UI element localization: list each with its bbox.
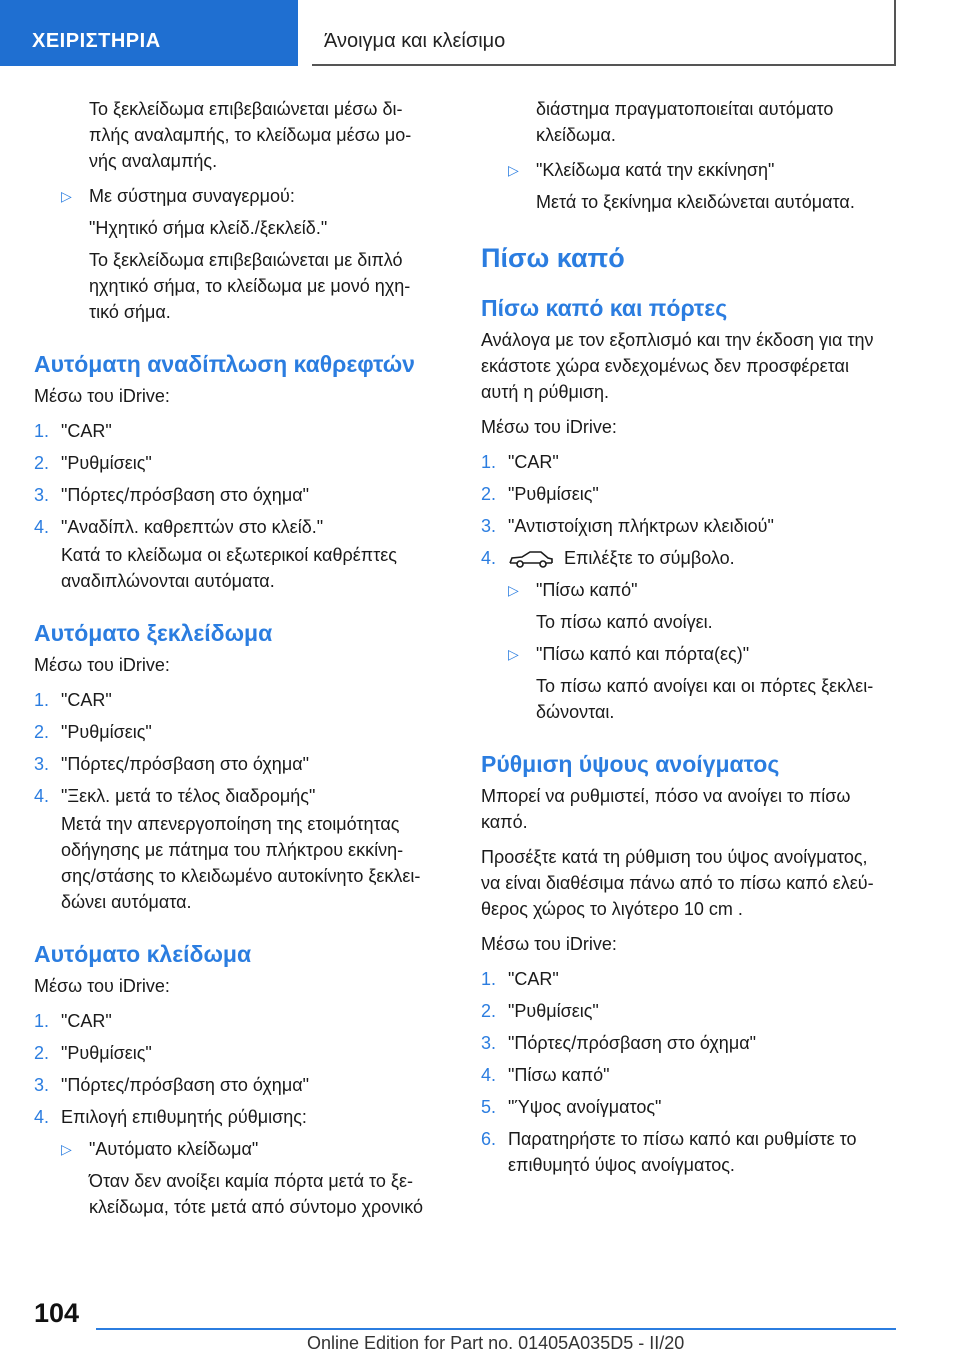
header-title-box (312, 0, 896, 66)
continued-text (481, 96, 911, 148)
text-line: Ανάλογα με τον εξοπλισμό και την έκδοση για την (481, 330, 874, 350)
option-text: "Πίσω καπό" (536, 580, 638, 600)
step-number: 2. (481, 1001, 497, 1021)
unlock-description (34, 811, 464, 915)
text-line: Παρατηρήστε το πίσω καπό και ρυθμίστε το (508, 1129, 857, 1149)
option-description: Μετά το ξεκίνημα κλειδώνεται αυτόματα. (536, 192, 855, 212)
text-line: δώνει αυτόματα. (61, 892, 192, 912)
text-line: δώνονται. (536, 702, 615, 722)
text-line: κλείδωμα. (536, 125, 616, 145)
text-line: Κατά το κλείδωμα οι εξωτερικοί καθρέπτες (61, 545, 397, 565)
step-number: 3. (34, 754, 50, 774)
step-number: 2. (34, 722, 50, 742)
text-line: σης/στάσης το κλειδωμένο αυτοκίνητο ξεκλει- (61, 866, 421, 886)
text-line: Το ξεκλείδωμα επιβεβαιώνεται με διπλό (89, 250, 403, 270)
list-item (481, 1062, 911, 1088)
page-number: 104 (34, 1298, 80, 1328)
list-item (34, 482, 464, 508)
text-line: θερος χώρος το λιγότερο 10 cm . (481, 899, 743, 919)
list-item (34, 1104, 464, 1130)
text-line: Το πίσω καπό ανοίγει και οι πόρτες ξεκλει- (536, 676, 874, 696)
option-description: Το πίσω καπό ανοίγει. (536, 612, 713, 632)
step-text: Επιλογή επιθυμητής ρύθμισης: (61, 1107, 307, 1127)
step-number: 4. (481, 1065, 497, 1085)
chapter-heading-tailgate: Πίσω καπό (481, 243, 625, 273)
step-text: "Αντιστοίχιση πλήκτρων κλειδιού" (508, 516, 774, 536)
option-text: "Πίσω καπό και πόρτα(ες)" (536, 644, 750, 664)
intro-paragraph (34, 96, 464, 174)
list-item (34, 719, 464, 745)
mirror-description (34, 542, 464, 594)
step-text: "CAR" (61, 1011, 112, 1031)
car-icon (508, 550, 554, 568)
footer-divider (96, 1328, 896, 1330)
step-number: 3. (481, 1033, 497, 1053)
height-paragraph-2 (481, 844, 911, 922)
step-text: "Ρυθμίσεις" (61, 1043, 152, 1063)
via-idrive: Μέσω του iDrive: (34, 976, 170, 996)
list-item (481, 449, 911, 475)
list-item (481, 1094, 911, 1120)
step-number: 2. (34, 1043, 50, 1063)
step-text: "Ρυθμίσεις" (508, 1001, 599, 1021)
step-text: "Πόρτες/πρόσβαση στο όχημα" (508, 1033, 756, 1053)
step-text: "CAR" (61, 690, 112, 710)
step-number: 6. (481, 1129, 497, 1149)
text-line: κλείδωμα, τότε μετά από σύντομο χρονικό (89, 1197, 424, 1217)
text-line: διάστημα πραγματοποιείται αυτόματο (536, 99, 834, 119)
step-text: "Ύψος ανοίγματος" (508, 1097, 662, 1117)
bullet-text: Με σύστημα συναγερμού: (89, 186, 295, 206)
section-heading-lock: Αυτόματο κλείδωμα (34, 941, 252, 967)
alarm-menu-item: "Ηχητικό σήμα κλείδ./ξεκλείδ." (89, 218, 328, 238)
step-text: "CAR" (508, 452, 559, 472)
list-item (481, 998, 911, 1024)
list-item (34, 783, 464, 809)
step-number: 2. (481, 484, 497, 504)
option-bullet (481, 157, 911, 183)
via-idrive: Μέσω του iDrive: (481, 417, 617, 437)
bullet-triangle-icon: ▷ (61, 188, 72, 204)
text-line: πλής αναλαμπής, το κλείδωμα μέσω μο- (89, 125, 412, 145)
text-line: Μπορεί να ρυθμιστεί, πόσο να ανοίγει το πίσω (481, 786, 851, 806)
header-section-label: ΧΕΙΡΙΣΤΗΡΙΑ (32, 30, 161, 52)
bullet-triangle-icon: ▷ (61, 1141, 72, 1157)
section-heading-unlock: Αυτόματο ξεκλείδωμα (34, 620, 273, 646)
option-description (481, 673, 911, 725)
step-number: 1. (34, 1011, 50, 1031)
list-item (481, 545, 911, 571)
option-bullet (481, 641, 911, 667)
step-number: 1. (34, 690, 50, 710)
list-item (34, 751, 464, 777)
step-text: "Ξεκλ. μετά το τέλος διαδρομής" (61, 786, 316, 806)
text-line: να είναι διαθέσιμα πάνω από το πίσω καπό ελεύ- (481, 873, 874, 893)
list-item (481, 966, 911, 992)
text-line: Το ξεκλείδωμα επιβεβαιώνεται μέσω δι- (89, 99, 403, 119)
text-line: αναδιπλώνονται αυτόματα. (61, 571, 275, 591)
section-heading-tailgate-doors: Πίσω καπό και πόρτες (481, 295, 728, 321)
step-text-block (481, 1126, 911, 1178)
step-number: 3. (34, 485, 50, 505)
right-column (481, 96, 911, 1184)
step-text: "Ρυθμίσεις" (61, 453, 152, 473)
step-text-with-icon (481, 545, 911, 571)
list-item (34, 418, 464, 444)
bullet-triangle-icon: ▷ (508, 582, 519, 598)
list-item (481, 513, 911, 539)
bullet-triangle-icon: ▷ (508, 162, 519, 178)
tailgate-doors-intro (481, 327, 911, 405)
text-line: εκάστοτε χώρα ενδεχομένως δεν προσφέρεται (481, 356, 849, 376)
list-item (481, 1126, 911, 1178)
step-number: 4. (34, 1107, 50, 1127)
text-line: ηχητικό σήμα, το κλείδωμα με μονό ηχη- (89, 276, 411, 296)
list-item (34, 450, 464, 476)
bullet-triangle-icon: ▷ (508, 646, 519, 662)
list-item (34, 1072, 464, 1098)
step-text: "CAR" (508, 969, 559, 989)
text-line: αυτή η ρύθμιση. (481, 382, 609, 402)
step-text: "Πόρτες/πρόσβαση στο όχημα" (61, 754, 309, 774)
step-text: "CAR" (61, 421, 112, 441)
via-idrive: Μέσω του iDrive: (481, 934, 617, 954)
step-number: 2. (34, 453, 50, 473)
section-heading-height: Ρύθμιση ύψους ανοίγματος (481, 751, 780, 777)
section-heading-mirror: Αυτόματη αναδίπλωση καθρεφτών (34, 351, 415, 377)
step-number: 5. (481, 1097, 497, 1117)
alarm-description (34, 247, 464, 325)
option-text: "Κλείδωμα κατά την εκκίνηση" (536, 160, 775, 180)
step-number: 3. (34, 1075, 50, 1095)
text-line: Προσέξτε κατά τη ρύθμιση του ύψος ανοίγματος, (481, 847, 868, 867)
step-number: 3. (481, 516, 497, 536)
text-line: καπό. (481, 812, 528, 832)
list-item (481, 481, 911, 507)
text-line: Μετά την απενεργοποίηση της ετοιμότητας (61, 814, 400, 834)
step-number: 1. (481, 969, 497, 989)
header-section-band (0, 0, 298, 66)
text-line: τικό σήμα. (89, 302, 171, 322)
header-title: Άνοιγμα και κλείσιμο (324, 30, 506, 52)
height-paragraph-1 (481, 783, 911, 835)
step-number: 4. (481, 548, 497, 568)
alarm-bullet (34, 183, 464, 209)
option-bullet (34, 1136, 464, 1162)
footer-edition: Online Edition for Part no. 01405A035D5 - II/20 (307, 1333, 685, 1353)
text-line: οδήγησης με πάτημα του πλήκτρου εκκίνη- (61, 840, 404, 860)
via-idrive: Μέσω του iDrive: (34, 655, 170, 675)
step-number: 1. (34, 421, 50, 441)
option-description (34, 1168, 464, 1220)
step-text: "Πόρτες/πρόσβαση στο όχημα" (61, 1075, 309, 1095)
step-text: "Πίσω καπό" (508, 1065, 610, 1085)
text-line: Όταν δεν ανοίξει καμία πόρτα μετά το ξε- (89, 1171, 413, 1191)
step-number: 1. (481, 452, 497, 472)
step-text: Επιλέξτε το σύμβολο. (564, 548, 735, 568)
list-item (34, 514, 464, 540)
step-text: "Ρυθμίσεις" (61, 722, 152, 742)
step-number: 4. (34, 786, 50, 806)
left-column (34, 96, 464, 1220)
step-number: 4. (34, 517, 50, 537)
option-bullet (481, 577, 911, 603)
option-text: "Αυτόματο κλείδωμα" (89, 1139, 259, 1159)
list-item (34, 687, 464, 713)
list-item (481, 1030, 911, 1056)
step-text: "Ρυθμίσεις" (508, 484, 599, 504)
text-line: επιθυμητό ύψος ανοίγματος. (508, 1155, 735, 1175)
list-item (34, 1040, 464, 1066)
text-line: νής αναλαμπής. (89, 151, 218, 171)
list-item (34, 1008, 464, 1034)
via-idrive: Μέσω του iDrive: (34, 386, 170, 406)
step-text: "Πόρτες/πρόσβαση στο όχημα" (61, 485, 309, 505)
step-text: "Αναδίπλ. καθρεπτών στο κλείδ." (61, 517, 324, 537)
